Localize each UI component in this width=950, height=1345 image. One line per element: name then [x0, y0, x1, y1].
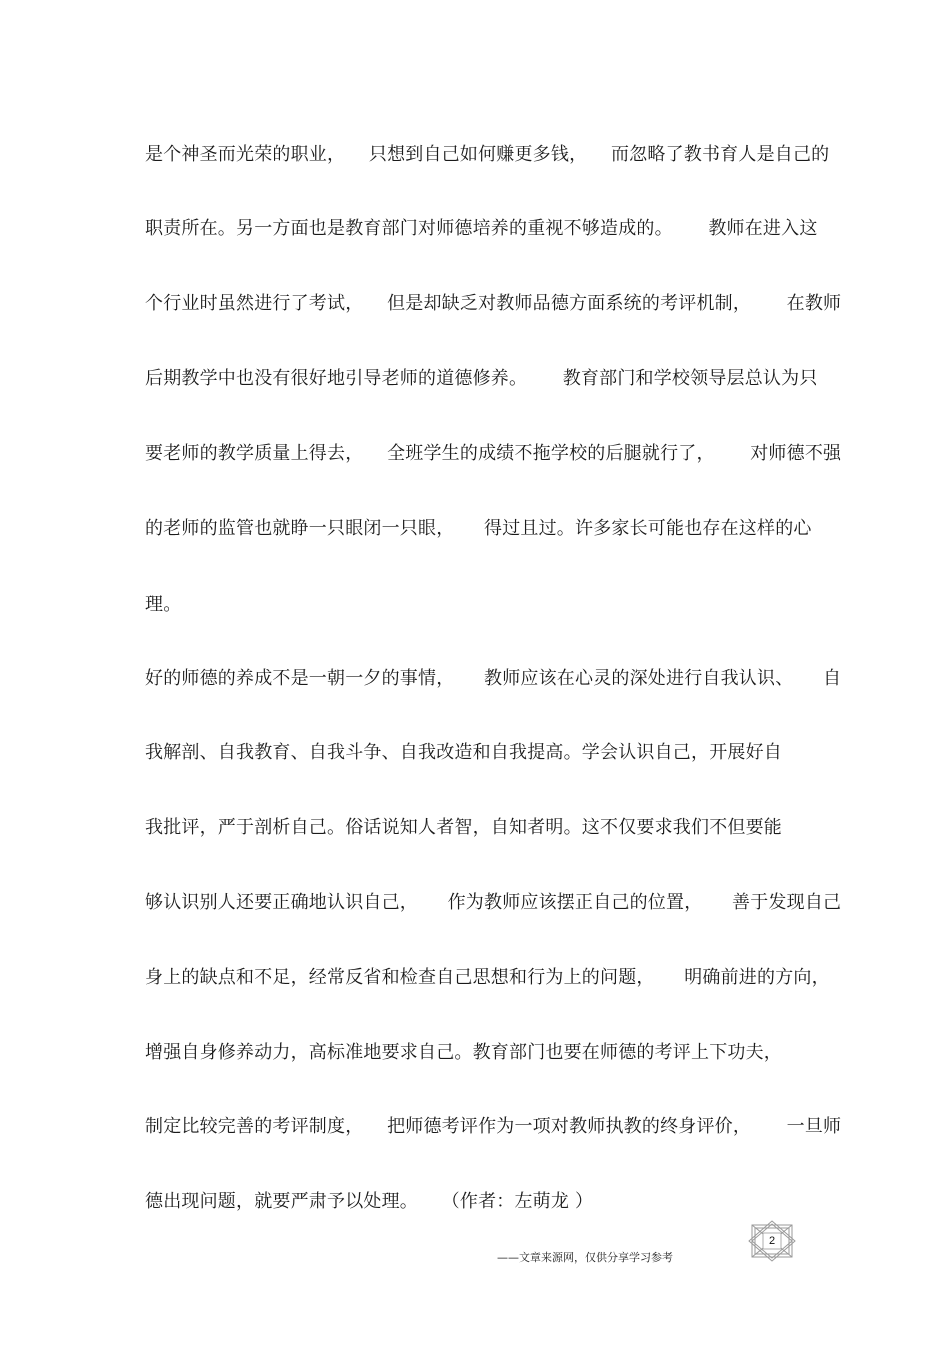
text-line: 好的师德的养成不是一朝一夕的事情， 教师应该在心灵的深处进行自我认识、 自 — [145, 668, 842, 689]
text-line: 够认识别人还要正确地认识自己， 作为教师应该摆正自己的位置， 善于发现自己 — [145, 892, 842, 913]
text-line: 后期教学中也没有很好地引导老师的道德修养。 教育部门和学校领导层总认为只 — [145, 368, 818, 389]
page-number-badge — [748, 1220, 796, 1262]
page-number: 2 — [768, 1235, 776, 1247]
text-line: 制定比较完善的考评制度， 把师德考评作为一项对教师执教的终身评价， 一旦师 — [145, 1116, 842, 1137]
text-line: 增强自身修养动力，高标准地要求自己。教育部门也要在师德的考评上下功夫， — [145, 1042, 782, 1063]
text-line: 理。 — [145, 594, 182, 615]
text-line: 要老师的教学质量上得去， 全班学生的成绩不拖学校的后腿就行了， 对师德不强 — [145, 443, 842, 464]
text-line: 我批评，严于剖析自己。俗话说知人者智，自知者明。这不仅要求我们不但要能 — [145, 817, 782, 838]
text-line: 是个神圣而光荣的职业， 只想到自己如何赚更多钱， 而忽略了教书育人是自己的 — [145, 144, 830, 165]
text-line: 个行业时虽然进行了考试， 但是却缺乏对教师品德方面系统的考评机制， 在教师 — [145, 293, 842, 314]
footer-source-note: ——文章来源网，仅供分享学习参考 — [497, 1251, 673, 1264]
text-line: 的老师的监管也就睁一只眼闭一只眼， 得过且过。许多家长可能也存在这样的心 — [145, 518, 812, 539]
text-line: 身上的缺点和不足，经常反省和检查自己思想和行为上的问题， 明确前进的方向， — [145, 967, 830, 988]
text-line: 职责所在。另一方面也是教育部门对师德培养的重视不够造成的。 教师在进入这 — [145, 218, 818, 239]
text-line: 我解剖、自我教育、自我斗争、自我改造和自我提高。学会认识自己，开展好自 — [145, 742, 782, 763]
text-line: 德出现问题，就要严肃予以处理。 （作者：左萌龙 ） — [145, 1191, 594, 1212]
